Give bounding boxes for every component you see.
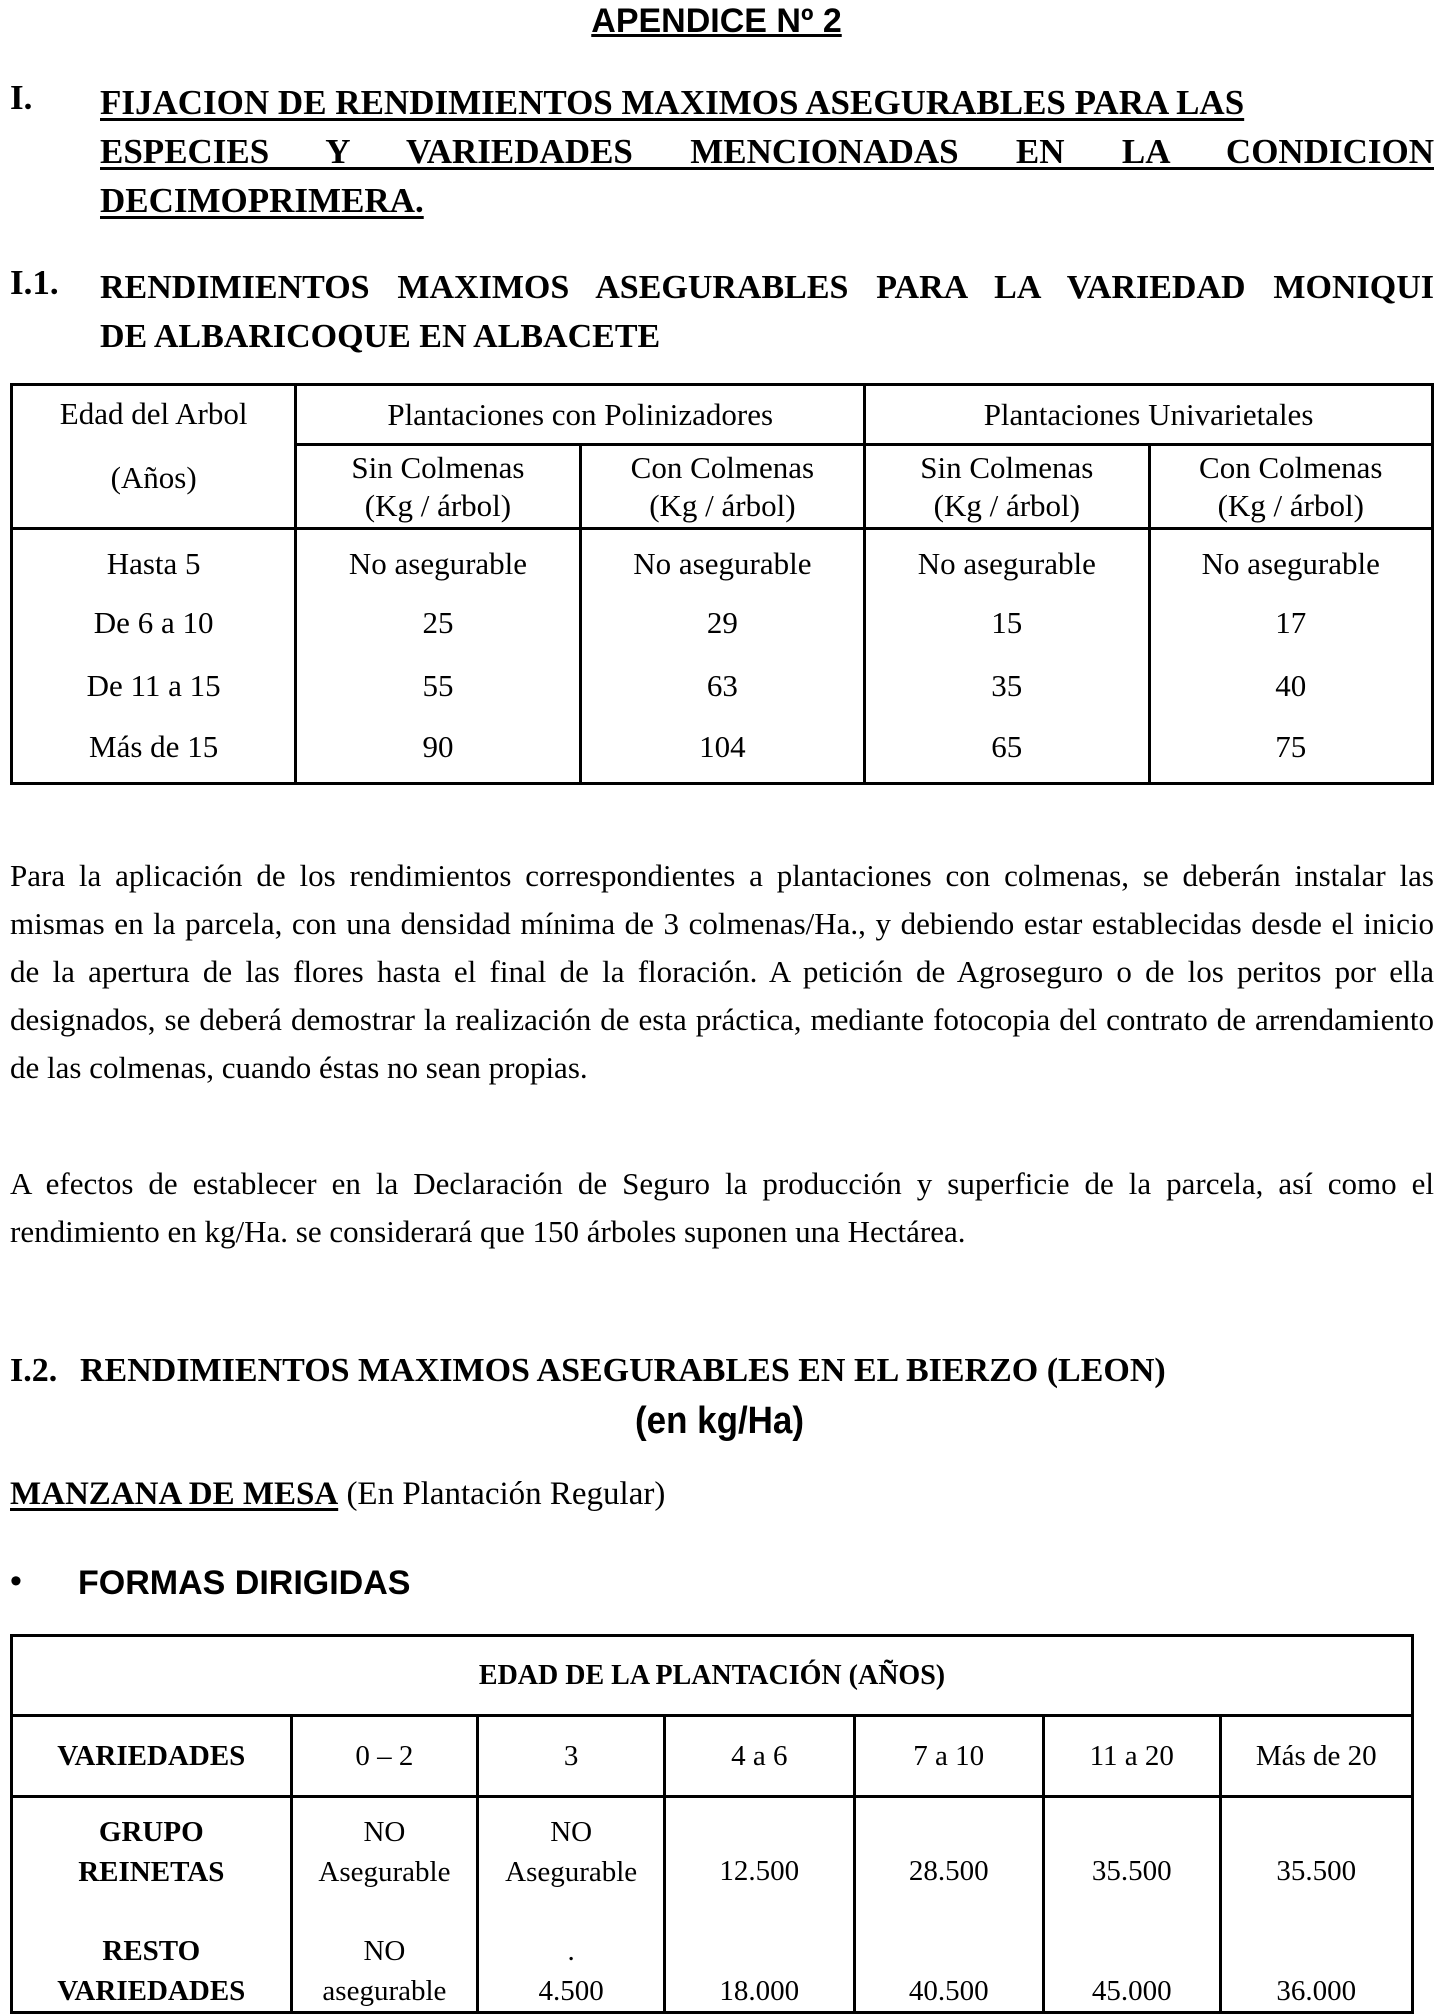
variedades-header: VARIEDADES bbox=[12, 1716, 292, 1797]
section-i2-subtitle: (en kg/Ha) bbox=[634, 1400, 804, 1442]
group-polinizadores-header: Plantaciones con Polinizadores bbox=[296, 385, 865, 445]
section-i-title bbox=[100, 78, 1434, 225]
section-i1-title bbox=[100, 263, 1434, 361]
edad-plantacion-header: EDAD DE LA PLANTACIÓN (AÑOS) bbox=[12, 1636, 1413, 1716]
table-manzana bbox=[10, 1634, 1414, 2014]
table-albaricoque bbox=[10, 383, 1434, 785]
section-i-line-1 bbox=[100, 78, 1434, 127]
sub-header: Con Colmenas (Kg / árbol) bbox=[1149, 445, 1432, 529]
age-col-header: 4 a 6 bbox=[665, 1716, 854, 1797]
age-col-header: 11 a 20 bbox=[1043, 1716, 1220, 1797]
table-row: Más de 15 90 104 65 75 bbox=[12, 718, 1433, 784]
table-header-row bbox=[12, 1716, 1413, 1797]
paragraph-colmenas: Para la aplicación de los rendimientos correspondientes a plantaciones con colmenas, se deberán instalar las mismas en la parcela, con una densidad mínima de 3 colmenas/Ha., y debiendo estar establecidas desde el inicio de la apertura de las flores hasta el final de la floración. A petición de Agroseguro o de los peritos por ella designados, se deberá demostrar la realización de esta práctica, mediante fotocopia del contrato de arrendamiento de las colmenas, cuando éstas no sean propias. bbox=[10, 858, 1434, 1085]
section-i1-number: I.1. bbox=[10, 263, 59, 302]
section-i-line-2: ESPECIES Y VARIEDADES MENCIONADAS EN LA CONDICION bbox=[100, 132, 1434, 171]
table-row: De 11 a 15 55 63 35 40 bbox=[12, 655, 1433, 718]
section-i-number: I. bbox=[10, 78, 33, 117]
table-row: RESTO VARIEDADES NO asegurable . 4.500 18.000 40.500 45.000 36.000 bbox=[12, 1907, 1413, 2013]
formas-dirigidas-heading: FORMAS DIRIGIDAS bbox=[78, 1564, 411, 1602]
table-row: Hasta 5 No asegurable No asegurable No asegurable No asegurable bbox=[12, 529, 1433, 592]
age-col-header: Más de 20 bbox=[1220, 1716, 1413, 1797]
age-col-header: 7 a 10 bbox=[854, 1716, 1043, 1797]
paragraph-hectarea: A efectos de establecer en la Declaración de Seguro la producción y superficie de la parcela, así como el rendimiento en kg/Ha. se considerará que 150 árboles suponen una Hectárea. bbox=[10, 1166, 1434, 1249]
sub-header: Sin Colmenas (Kg / árbol) bbox=[296, 445, 580, 529]
sub-header: Con Colmenas (Kg / árbol) bbox=[580, 445, 864, 529]
section-i-line-1-text: FIJACION DE RENDIMIENTOS MAXIMOS ASEGURABLES PARA LAS bbox=[100, 83, 1245, 122]
table-row: De 6 a 10 25 29 15 17 bbox=[12, 592, 1433, 655]
sub-header: Sin Colmenas (Kg / árbol) bbox=[865, 445, 1149, 529]
group-univarietales-header: Plantaciones Univarietales bbox=[865, 385, 1433, 445]
section-i2-title: RENDIMIENTOS MAXIMOS ASEGURABLES EN EL BIERZO (LEON) bbox=[80, 1352, 1166, 1389]
manzana-note: (En Plantación Regular) bbox=[346, 1476, 666, 1512]
age-col-header: 0 – 2 bbox=[291, 1716, 478, 1797]
manzana-label: MANZANA DE MESA bbox=[10, 1476, 339, 1512]
section-i2-number: I.2. bbox=[10, 1352, 58, 1389]
manzana-heading bbox=[10, 1476, 665, 1513]
section-i1-line-2: DE ALBARICOQUE EN ALBACETE bbox=[100, 318, 661, 355]
appendix-title: APENDICE Nº 2 bbox=[591, 2, 842, 40]
age-col-header: 3 bbox=[478, 1716, 665, 1797]
table-row: GRUPO REINETAS NO Asegurable NO Asegurable 12.500 28.500 35.500 35.500 bbox=[12, 1797, 1413, 1907]
bullet-icon: • bbox=[10, 1562, 22, 1600]
section-i1-line-1: RENDIMIENTOS MAXIMOS ASEGURABLES PARA LA VARIEDAD MONIQUI bbox=[100, 269, 1434, 306]
age-header: Edad del Arbol (Años) bbox=[12, 385, 296, 529]
section-i-line-3: DECIMOPRIMERA. bbox=[100, 181, 424, 220]
